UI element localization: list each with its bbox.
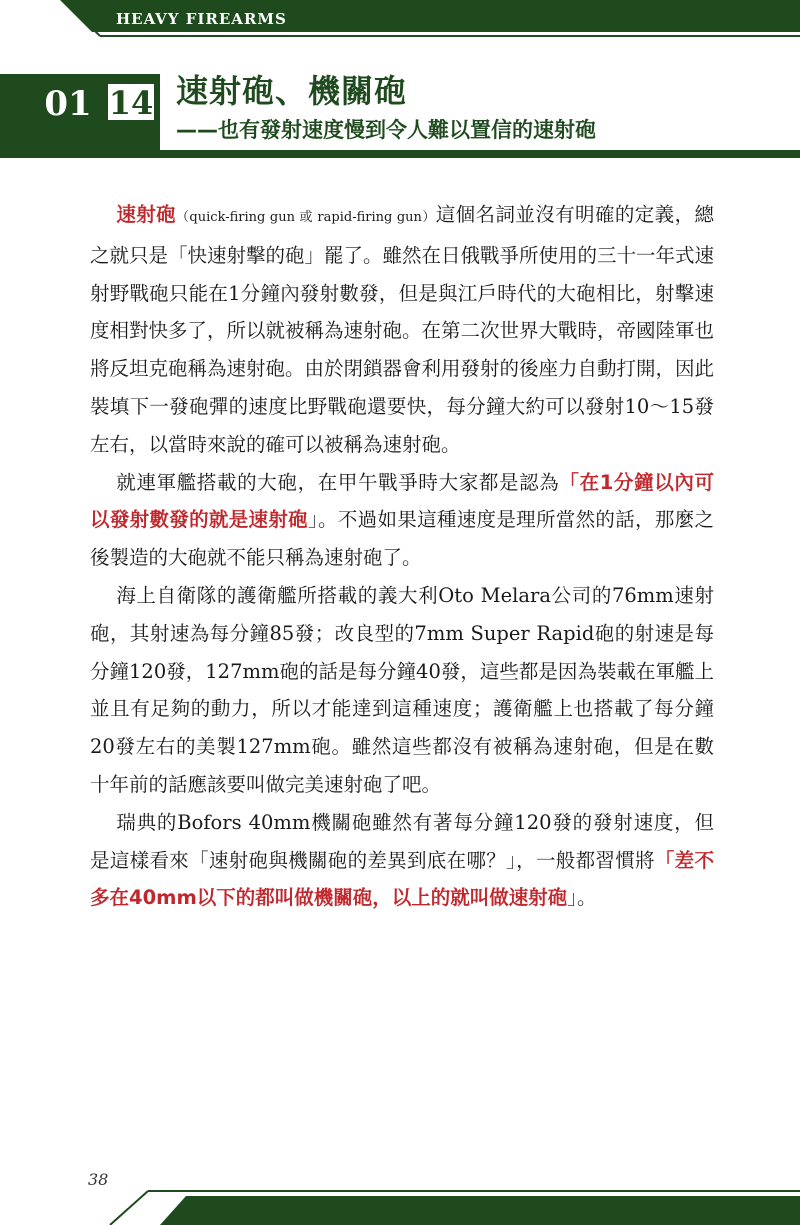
- chapter-number: 01: [44, 84, 92, 124]
- paragraph-2: [90, 464, 714, 577]
- highlight-conclusion: 差不多在40mm以下的都叫做機關砲，以上的就叫做速射砲: [90, 848, 714, 910]
- page-title: 速射砲、機關砲: [176, 72, 408, 110]
- paragraph-2-text-end: 」。不過如果這種速度是理所當然的話，那麼之後製造的大砲就不能只稱為速射砲了。: [90, 508, 714, 570]
- quote-open: 「: [654, 848, 675, 872]
- quote-open: 「: [559, 470, 580, 494]
- paragraph-1-text: 這個名詞並沒有明確的定義，總之就只是「快速射擊的砲」罷了。雖然在日俄戰爭所使用的三十一年式速射野戰砲只能在1分鐘內發射數發，但是與江戶時代的大砲相比，射擊速度相對快多了，所以就被稱為速射砲。在第二次世界大戰時，帝國陸軍也將反坦克砲稱為速射砲。由於閉鎖器會利用發射的後座力自動打開，因此裝填下一發砲彈的速度比野戰砲還要快，每分鐘大約可以發射10～15發左右，以當時來說的確可以被稱為速射砲。: [90, 203, 715, 456]
- paragraph-4-text-start: 瑞典的Bofors 40mm機關砲雖然有著每分鐘120發的發射速度，但是這樣看來「速射砲與機關砲的差異到底在哪？」，一般都習慣將: [90, 810, 714, 872]
- bottom-footer-band: [0, 1186, 800, 1225]
- paragraph-2-text-start: 就連軍艦搭載的大砲，在甲午戰爭時大家都是認為: [116, 470, 560, 494]
- article-body: [90, 196, 714, 917]
- paragraph-4-text-end: 」。: [567, 886, 597, 910]
- highlight-definition: 在1分鐘以內可以發射數發的就是速射砲: [90, 470, 714, 532]
- paragraph-4: [90, 804, 714, 917]
- paragraph-1: [90, 196, 714, 464]
- page-subtitle: ——也有發射速度慢到令人難以置信的速射砲: [176, 118, 596, 142]
- series-label: HEAVY FIREARMS: [116, 10, 287, 28]
- paragraph-3: [90, 577, 714, 804]
- section-number: 14: [106, 82, 156, 122]
- term-english: （quick-firing gun 或 rapid-firing gun）: [176, 210, 436, 225]
- paragraph-3-text: 海上自衛隊的護衛艦所搭載的義大利Oto Melara公司的76mm速射砲，其射速為每分鐘85發；改良型的7mm Super Rapid砲的射速是每分鐘120發，127mm砲的話是每分鐘40發，這些都是因為裝載在軍艦上並且有足夠的動力，所以才能達到這種速度；護衛艦上也搭載了每分鐘20發左右的美製127mm砲。雖然這些都沒有被稱為速射砲，但是在數十年前的話應該要叫做完美速射砲了吧。: [90, 583, 714, 796]
- term-highlight: 速射砲: [116, 203, 177, 226]
- page-number: 38: [88, 1170, 109, 1189]
